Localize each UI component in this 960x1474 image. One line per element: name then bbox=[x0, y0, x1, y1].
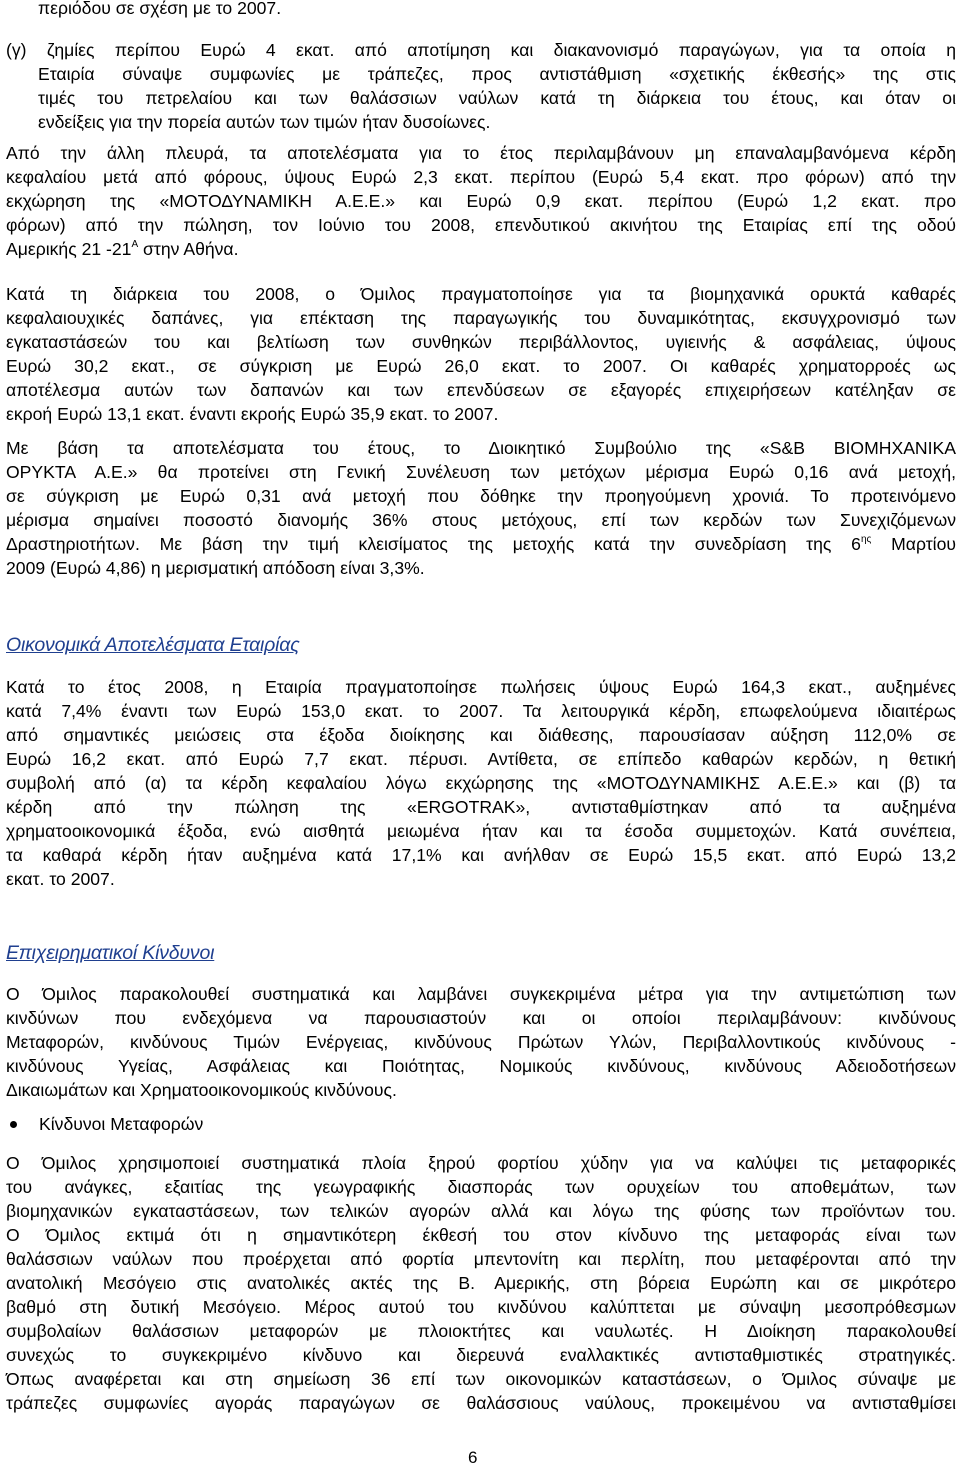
paragraph-dividend: Με βάση τα αποτελέσματα του έτους, το Διοικητικό Συμβούλιο της «S&B ΒΙΟΜΗΧΑΝΙΚΑ ΟΡΥΚΤΑ Α.Ε.» θα προτείνει στη Γενική Συνέλευση των μετόχων μέρισμα Ευρώ 0,16 ανά μετοχή, σε σύγκριση με Ευρώ 0,31 ανά μετοχή που δόθηκε την προηγούμενη χρονιά. Το προτεινόμενο μέρισμα σημαίνει ποσοστό διανομής 36% στους μετόχους, επί των κερδών των Συνεχιζόμενων Δραστηριοτήτων. Με βάση την τιμή κλεισίματος της μετοχής κατά την συνεδρίαση της $6^{\eta\varsigma}$ Μαρτίου 2009 (Ευρώ 4,86) η μερισματική απόδοση είναι 3,3%. bbox=[6, 438, 956, 578]
bullet-transport-risks: Κίνδυνοι Μεταφορών bbox=[6, 1114, 203, 1135]
section-heading-company-results: Οικονομικά Αποτελέσματα Εταιρίας bbox=[6, 634, 300, 656]
item-g-paragraph: (γ) ζημίες περίπου Ευρώ 4 εκατ. από αποτίμηση και διακανονισμό παραγώγων, για τα οποία η Εταιρία σύναψε συμφωνίες με τράπεζες, προς αντιστάθμιση «σχετικής έκθεσής» της στις τιμές του πετρελαίου και των θαλάσσιων ναύλων κατά τη διάρκεια του έτους, και όταν οι ενδείξεις για την πορεία αυτών των τιμών ήταν δυσοίωνες. bbox=[6, 40, 956, 132]
section-heading-business-risks: Επιχειρηματικοί Κίνδυνοι bbox=[6, 942, 215, 964]
paragraph-company-results: Κατά το έτος 2008, η Εταιρία πραγματοποίησε πωλήσεις ύψους Ευρώ 164,3 εκατ., αυξημένες κατά 7,4% έναντι των Ευρώ 153,0 εκατ. το 2007. Τα λειτουργικά κέρδη, επωφελούμενα ιδιαιτέρως από σημαντικές μειώσεις στα έξοδα διοίκησης και διάθεσης, παρουσίασαν αύξηση 112,0% σε Ευρώ 16,2 εκατ. από Ευρώ 7,7 εκατ. πέρυσι. Αντίθετα, σε επίπεδο καθαρών κερδών, η θετική συμβολή από (α) τα κέρδη κεφαλαίου λόγω εκχώρησης της «ΜΟΤΟΔΥΝΑΜΙΚΗΣ Α.Ε.Ε.» και (β) τα κέρδη από την πώληση της «ERGOTRAK», αντισταθμίστηκαν από τα αυξημένα χρηματοοικονομικά έξοδα, ενώ αισθητά μειωμένα ήταν και τα έσοδα συμμετοχών. Κατά συνέπεια, τα καθαρά κέρδη ήταν αυξημένα κατά 17,1% και ανήλθαν σε Ευρώ 15,5 εκατ. από Ευρώ 13,2 εκατ. το 2007. bbox=[6, 677, 956, 889]
paragraph-risks-overview: Ο Όμιλος παρακολουθεί συστηματικά και λαμβάνει συγκεκριμένα μέτρα για την αντιμετώπιση των κινδύνων που ενδεχόμενα να παρουσιαστούν και οι οποίοι περιλαμβάνουν: κινδύνους Μεταφορών, κινδύνους Τιμών Ενέργειας, κινδύνους Πρώτων Υλών, Περιβαλλοντικούς κινδύνους - κινδύνους Υγείας, Ασφάλειας και Ποιότητας, Νομικούς κινδύνους, κινδύνους Αδειοδοτήσεων Δικαιωμάτων και Χρηματοοικονομικούς κινδύνους. bbox=[6, 984, 956, 1100]
paragraph-capex: Κατά τη διάρκεια του 2008, ο Όμιλος πραγματοποίησε για τα βιομηχανικά ορυκτά καθαρές κεφαλαιουχικές δαπάνες, για επέκταση της παραγωγικής του δυναμικότητας, εκσυγχρονισμό των εγκαταστάσεών του και βελτίωση των συνθηκών περιβάλλοντος, υγιεινής & ασφάλειας, ύψους Ευρώ 30,2 εκατ., σε σύγκριση με Ευρώ 26,0 εκατ. το 2007. Οι καθαρές χρηματορροές ως αποτέλεσμα αυτών των δαπανών και των επενδύσεων σε εξαγορές επιχειρήσεων κατέληξαν σε εκροή Ευρώ 13,1 εκατ. έναντι εκροής Ευρώ 35,9 εκατ. το 2007. bbox=[6, 284, 956, 424]
paragraph-capital-gains: Από την άλλη πλευρά, τα αποτελέσματα για το έτος περιλαμβάνουν μη επαναλαμβανόμενα κέρδη κεφαλαίου μετά από φόρους, ύψους Ευρώ 2,3 εκατ. περίπου (Ευρώ 5,4 εκατ. προ φόρων) από την εκχώρηση της «ΜΟΤΟΔΥΝΑΜΙΚΗ Α.Ε.Ε.» και Ευρώ 0,9 εκατ. περίπου (Ευρώ 1,2 εκατ. προ φόρων) από την πώληση, τον Ιούνιο του 2008, επενδυτικού ακινήτου της Εταιρίας επί της οδού Αμερικής 21 $-21^A$ στην Αθήνα. bbox=[6, 143, 956, 259]
paragraph-transport-risks: Ο Όμιλος χρησιμοποιεί συστηματικά πλοία ξηρού φορτίου χύδην για να καλύψει τις μεταφορικές του ανάγκες, εξαιτίας της γεωγραφικής διασποράς των ορυχείων του αποθεμάτων, των βιομηχανικών εγκαταστάσεων, των τελικών αγορών αλλά και λόγω της φύσης των προϊόντων του. Ο Όμιλος εκτιμά ότι η σημαντικότερη έκθεσή του στον κίνδυνο της μεταφοράς είναι των θαλάσσιων ναύλων που προέρχεται από φορτία μπεντονίτη και περλίτη, που μεταφέρονται από την ανατολική Μεσόγειο στις ανατολικές ακτές της Β. Αμερικής, στη βόρεια Ευρώπη και σε μικρότερο βαθμό στη δυτική Μεσόγειο. Μέρος αυτού του κινδύνου καλύπτεται με σύναψη μεσοπρόθεσμων συμβολαίων θαλάσσιων μεταφορών με πλοιοκτήτες και ναυλωτές. Η Διοίκηση παρακολουθεί συνεχώς το συγκεκριμένο κίνδυνο και διερευνά εναλλακτικές αντισταθμιστικές στρατηγικές. Όπως αναφέρεται και στη σημείωση 36 επί των οικονομικών καταστάσεων, ο Όμιλος σύναψε με τράπεζες συμφωνίες αγοράς παραγώγων σε θαλάσσιους ναύλους, προκειμένου να αντισταθμίσει bbox=[6, 1153, 956, 1413]
page-number: 6 bbox=[468, 1448, 478, 1467]
bullet-dot-icon bbox=[10, 1121, 17, 1128]
top-fragment: περιόδου σε σχέση με το 2007. bbox=[38, 0, 282, 18]
